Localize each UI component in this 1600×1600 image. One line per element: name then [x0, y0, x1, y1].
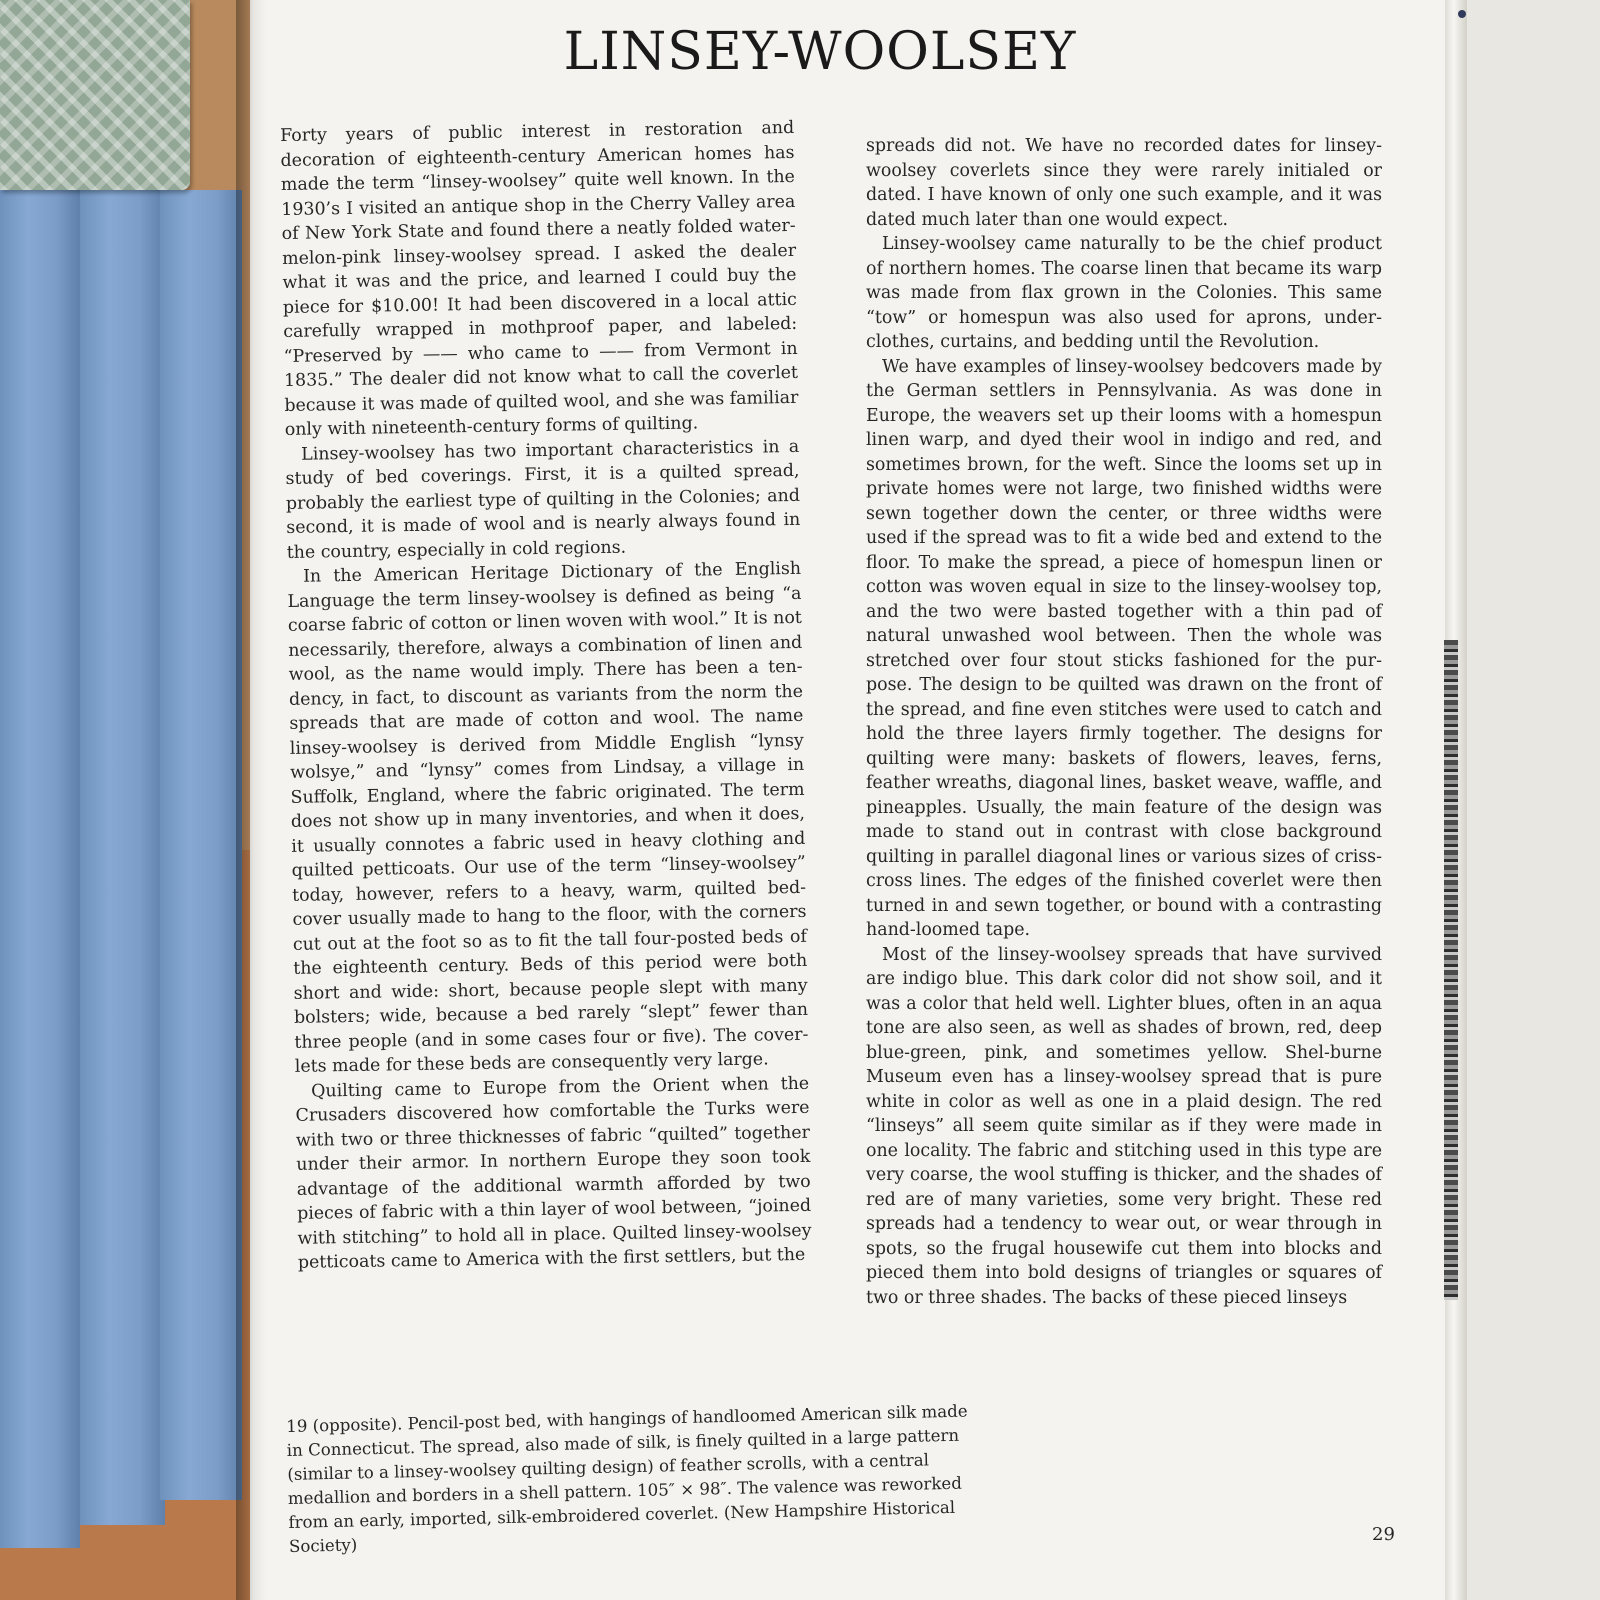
paragraph: spreads did not. We have no recorded dates for linsey-woolsey coverlets since they were rarely initialed or dated. I have known of only one such example, and it was dated much later than one would expect.	[866, 136, 1382, 230]
next-page-edge-photo	[1444, 640, 1458, 1300]
paragraph: Forty years of public interest in restoration and decoration of eighteenth-century American homes has made the term “linsey-woolsey” quite well known. In the 1930’s I visited an antique shop in the Cherry Valley area of New York State and found there a neatly folded water-melon-pink linsey-woolsey spread. I asked the dealer what it was and the price, and learned I could buy the piece for $10.00! It had been discovered in a local attic carefully wrapped in mothproof paper, and labeled: “Preserved by —— who came to —— from Vermont in 1835.” The dealer did not know what to call the coverlet because it was made of quilted wool, and she was familiar only with nineteenth-century forms of quilting.	[280, 117, 799, 440]
book-gutter	[236, 0, 266, 1600]
curtain-panel	[160, 190, 242, 1500]
paragraph: Quilting came to Europe from the Orient when the Crusaders discovered how comfortable the Turks were with two or three thicknesses of fabric “quilted” together under their armor. In northern Europe they soon took advantage of the additional warmth afforded by two pieces of fabric with a thin layer of wool between, “joined with stitching” to hold all in place. Quilted linsey-woolsey petticoats came to America with the first settlers, but the	[295, 1073, 812, 1273]
paragraph: Linsey-woolsey has two important characteristics in a study of bed coverings. First, it is a quilted spread, probably the earliest type of quilting in the Colonies; and second, it is made of wool and is nearly always found in the country, especially in cold regions.	[285, 436, 801, 563]
page-title: LINSEY-WOOLSEY	[563, 22, 1077, 82]
text-column-right	[866, 134, 1382, 1310]
page-mark	[1458, 10, 1466, 18]
paragraph: Linsey-woolsey came naturally to be the chief product of northern homes. The coarse linen that became its warp was made from flax grown in the Colonies. This same “tow” or homespun was also used for aprons, under-clothes, curtains, and bedding until the Revolution.	[866, 234, 1382, 352]
opposite-page-photo	[0, 0, 252, 1600]
figure-caption	[286, 1399, 989, 1559]
page-number: 29	[1372, 1524, 1395, 1545]
curtain-panel	[0, 148, 80, 1548]
valance-image	[0, 0, 190, 190]
curtain-panel	[80, 165, 165, 1525]
paragraph: Most of the linsey-woolsey spreads that have survived are indigo blue. This dark color did not show soil, and it was a color that held well. Lighter blues, often in an aqua tone are also seen, as well as shades of brown, red, deep blue-green, pink, and sometimes yellow. Shel-burne Museum even has a linsey-woolsey spread that is pure white in color as well as one in a plaid design. The red “linseys” all seem quite similar as if they were made in one locality. The fabric and stitching used in this type are very coarse, the wool stuffing is thicker, and the shades of red are of many varieties, some very bright. These red spreads had a tendency to wear out, or wear through in spots, so the frugal housewife cut them into blocks and pieced them into bold designs of triangles or squares of two or three shades. The backs of these pieced linseys	[866, 944, 1382, 1308]
caption-text: 19 (opposite). Pencil-post bed, with hangings of handloomed American silk made in Connecticut. The spread, also made of silk, is finely quilted in a large pattern (similar to a linsey-woolsey quilting design) of feather scrolls, with a central medallion and borders in a shell pattern. 105″ × 98″. The valence was reworked from an early, imported, silk-embroidered coverlet. (New Hampshire Historical Society)	[286, 1401, 968, 1556]
paragraph: In the American Heritage Dictionary of the English Language the term linsey-woolsey is defined as being “a coarse fabric of cotton or linen woven with wool.” It is not necessarily, therefore, always a combination of linen and wool, as the name would imply. There has been a ten-dency, in fact, to discount as variants from the norm the spreads that are made of cotton and wool. The name linsey-woolsey is derived from Middle English “lynsy wolsye,” and “lynsy” comes from Lindsay, a village in Suffolk, England, where the fabric originated. The term does not show up in many inventories, and when it does, it usually connotes a fabric used in heavy clothing and quilted petticoats. Our use of the term “linsey-woolsey” today, however, refers to a heavy, warm, quilted bed-cover usually made to hang to the floor, with the corners cut out at the foot so as to fit the tall four-posted beds of the eighteenth century. Beds of this period were both short and wide: short, because people slept with many bolsters; wide, because a bed rarely “slept” fewer than three people (and in some cases four or five). The cover-lets made for these beds are consequently very large.	[287, 558, 809, 1077]
paragraph: We have examples of linsey-woolsey bedcovers made by the German settlers in Pennsylvania. As was done in Europe, the weavers set up their looms with a homespun linen warp, and dyed their wool in indigo and red, and sometimes brown, for the weft. Since the looms set up in private homes were not large, two finished widths were sewn together down the center, or three widths were used if the spread was to fit a wide bed and extend to the floor. To make the spread, a piece of homespun linen or cotton was woven equal in size to the linsey-woolsey top, and the two were basted together with a thin pad of natural unwashed wool between. Then the whole was stretched over four stout sticks fashioned for the pur-pose. The design to be quilted was drawn on the front of the spread, and fine even stitches were used to catch and hold the three layers firmly together. The designs for quilting were many: baskets of flowers, leaves, ferns, feather wreaths, diagonal lines, basket weave, waffle, and pineapples. Usually, the main feature of the design was made to stand out in contrast with close background quilting in parallel diagonal lines or various sizes of criss-cross lines. The edges of the finished coverlet were then turned in and sewn together, or bound with a contrasting hand-loomed tape.	[866, 356, 1382, 940]
text-column-left	[280, 116, 812, 1275]
